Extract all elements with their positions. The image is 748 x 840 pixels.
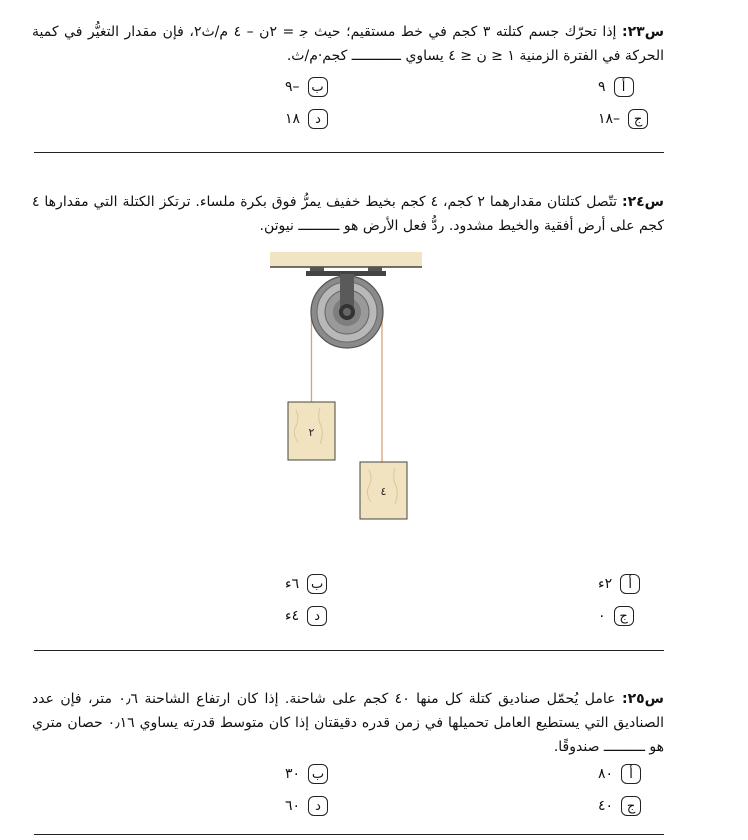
choice-letter: أ [614,77,634,97]
question-text: عامل يُحمّل صناديق كتلة كل منها ٤٠ كجم على شاحنة. إذا كان ارتفاع الشاحنة ٠٫٦ متر، فإن عدد الصناديق التي يستطيع العامل تحميلها في زمن قدره دقيقتان إذا كان متوسط قدرته يساوي ٠٫١٦ حصان متري هو ــــــــــ صندوقًا. [32,691,664,755]
choice-value: ٦٠ [285,798,301,814]
choice-d[interactable] [285,795,328,817]
choice-letter: د [307,606,327,626]
choice-c[interactable] [598,108,648,130]
question-text: إذا تحرّك جسم كتلته ٣ كجم في خط مستقيم؛ حيث ﺟ = ٢ن – ٤ م/ث٢، فإن مقدار التغيُّر في كمية الحركة في الفترة الزمنية ١ ≤ ن ≤ ٤ يساوي ــــــــــــ كجم·م/ث. [32,24,664,64]
choice-letter: أ [620,574,640,594]
question-number: س٢٣: [621,24,665,40]
choice-value: ٦ء [285,576,300,592]
choice-c[interactable] [598,795,641,817]
choice-a[interactable] [598,763,641,785]
choice-value: ٢ء [598,576,613,592]
question-23 [32,20,664,68]
question-number: س٢٤: [621,194,664,210]
choice-letter: ج [621,796,641,816]
question-number: س٢٥: [621,691,664,707]
mass-label-right: ٤ [380,485,387,498]
choice-letter: ج [628,109,648,129]
choice-letter: ج [614,606,634,626]
choice-b[interactable] [285,763,328,785]
choice-d[interactable] [285,108,328,130]
choice-a[interactable] [598,573,640,595]
choice-letter: ب [307,574,327,594]
choice-letter: ب [308,764,328,784]
choice-b[interactable] [285,76,328,98]
choice-value: ١٨ [285,111,301,127]
ceiling [270,252,422,267]
divider [34,650,664,651]
choice-value: ٤٠ [598,798,614,814]
divider [34,152,664,153]
choice-letter: أ [621,764,641,784]
choice-b[interactable] [285,573,327,595]
choice-value: ٩ [598,79,606,95]
choice-value: ٠ [598,608,606,624]
choice-a[interactable] [598,76,634,98]
mass-label-left: ٢ [308,426,315,439]
choice-letter: ب [308,77,328,97]
choice-c[interactable] [598,605,634,627]
choice-letter: د [308,796,328,816]
choice-value: ٨٠ [598,766,614,782]
choice-value: –٩ [285,79,300,95]
choice-value: –١٨ [598,111,621,127]
choice-value: ٤ء [285,608,300,624]
question-24 [32,190,664,238]
divider [34,834,664,835]
pulley-diagram [268,250,428,525]
choice-value: ٣٠ [285,766,301,782]
question-25 [32,687,664,759]
question-text: تتّصل كتلتان مقدارهما ٢ كجم، ٤ كجم بخيط خفيف يمرُّ فوق بكرة ملساء. ترتكز الكتلة التي مقدارها ٤ كجم على أرض أفقية والخيط مشدود. ردُّ فعل الأرض هو ــــــــــ نيوتن. [32,194,664,234]
choice-letter: د [308,109,328,129]
choice-d[interactable] [285,605,327,627]
